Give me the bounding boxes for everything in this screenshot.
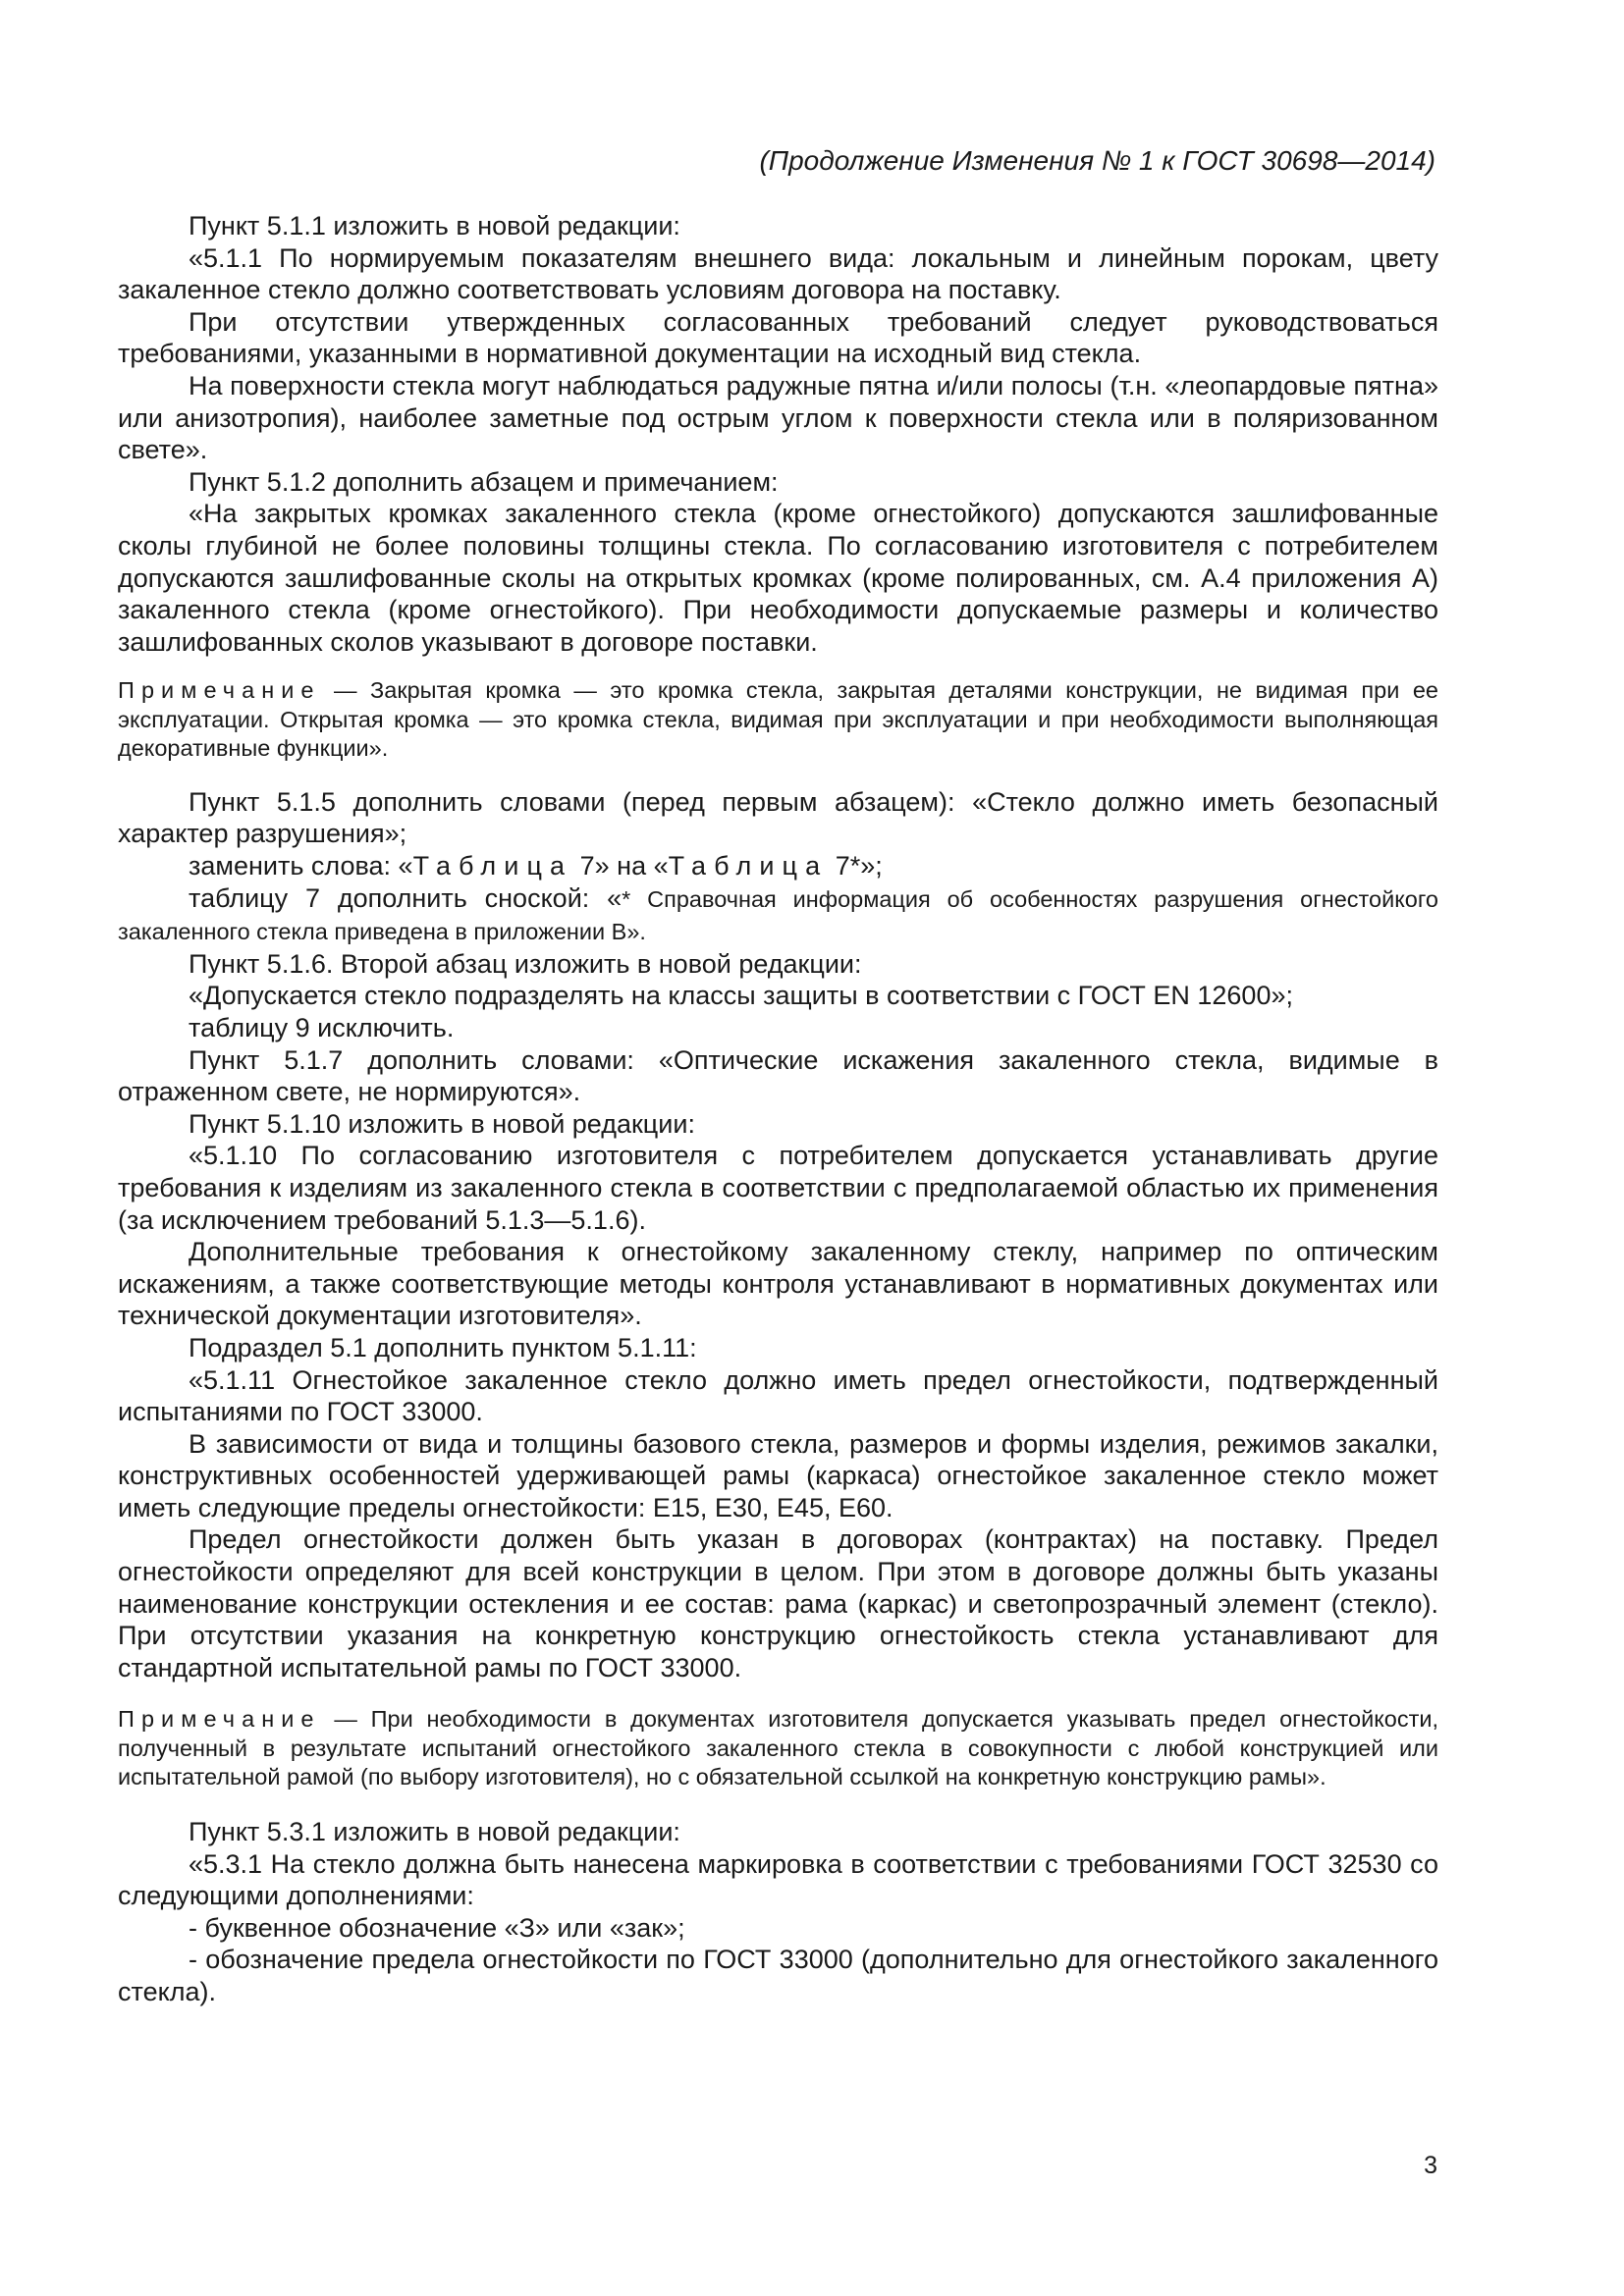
paragraph: Пункт 5.1.2 дополнить абзацем и примечанием:: [189, 466, 779, 497]
text-fragment: 7*»;: [828, 851, 883, 881]
paragraph: «На закрытых кромках закаленного стекла (кроме огнестойкого) допускаются зашлифованные сколы глубиной не более половины толщины стекла. По согласованию изготовителя с потребителем допускаются зашлифованные сколы на открытых кромках (кроме полированных, см. А.4 приложения А) закаленного стекла (кроме огнестойкого). При необходимости допускаемые размеры и количество зашлифованных сколов указывают в договоре поставки.: [118, 499, 1438, 657]
note-label: Примечание: [118, 677, 321, 704]
paragraph: «Допускается стекло подразделять на классы защиты в соответствии с ГОСТ EN 12600»;: [189, 981, 1293, 1011]
spaced-word: Таблица: [412, 851, 573, 881]
note-label: Примечание: [118, 1706, 321, 1733]
paragraph: На поверхности стекла могут наблюдаться радужные пятна и/или полосы (т.н. «леопардовые пятна» или анизотропия), наиболее заметные под острым углом к поверхности стекла или в поляризованном свете».: [118, 370, 1438, 465]
paragraph: - буквенное обозначение «З» или «зак»;: [189, 1912, 685, 1943]
document-body: [118, 210, 1438, 2008]
paragraph: Подраздел 5.1 дополнить пунктом 5.1.11:: [189, 1332, 697, 1362]
note: [118, 1705, 1438, 1792]
text-fragment: заменить слова: «: [189, 851, 413, 881]
paragraph: Предел огнестойкости должен быть указан в договорах (контрактах) на поставку. Предел огнестойкости определяют для всей конструкции в целом. При этом в договоре должны быть указаны наименование конструкции остекления и ее состав: рама (каркас) и светопрозрачный элемент (стекло). При отсутствии указания на конкретную конструкцию огнестойкость стекла устанавливают для стандартной испытательной рамы по ГОСТ 33000.: [118, 1524, 1438, 1682]
paragraph: Пункт 5.1.7 дополнить словами: «Оптические искажения закаленного стекла, видимые в отраженном свете, не нормируются».: [118, 1044, 1438, 1107]
paragraph: «5.1.10 По согласованию изготовителя с потребителем допускается устанавливать другие требования к изделиям из закаленного стекла в соответствии с предполагаемой областью их применения (за исключением требований 5.1.3—5.1.6).: [118, 1141, 1438, 1235]
replace-words-line: [118, 850, 1438, 882]
footnote-text: * Справочная информация об особенностях разрушения огнестойкого закаленного стекла приведена в приложении В».: [118, 885, 1438, 945]
paragraph: «5.3.1 На стекло должна быть нанесена маркировка в соответствии с требованиями ГОСТ 32530 со следующими дополнениями:: [118, 1848, 1438, 1911]
note-text: — При необходимости в документах изготовителя допускается указывать предел огнестойкости, полученный в результате испытаний огнестойкого закаленного стекла в совокупности с любой конструкцией или испытательной рамой (по выбору изготовителя), но с обязательной ссылкой на конкретную конструкцию рамы».: [118, 1706, 1438, 1790]
paragraph: - обозначение предела огнестойкости по ГОСТ 33000 (дополнительно для огнестойкого закаленного стекла).: [118, 1945, 1438, 2006]
paragraph: Дополнительные требования к огнестойкому закаленному стеклу, например по оптическим искажениям, а также соответствующие методы контроля устанавливают в нормативных документах или технической документации изготовителя».: [118, 1237, 1438, 1331]
paragraph: В зависимости от вида и толщины базового стекла, размеров и формы изделия, режимов закалки, конструктивных особенностей удерживающей рамы (каркаса) огнестойкое закаленное стекло может иметь следующие пределы огнестойкости: Е15, Е30, Е45, Е60.: [118, 1428, 1438, 1522]
page-number: 3: [1424, 2152, 1437, 2179]
paragraph: Пункт 5.3.1 изложить в новой редакции:: [189, 1816, 680, 1846]
spaced-word: Таблица: [668, 851, 829, 881]
paragraph: Пункт 5.1.5 дополнить словами (перед первым абзацем): «Стекло должно иметь безопасный характер разрушения»;: [118, 786, 1438, 849]
paragraph: Пункт 5.1.1 изложить в новой редакции:: [189, 211, 680, 240]
paragraph: «5.1.1 По нормируемым показателям внешнего вида: локальным и линейным порокам, цвету закаленное стекло должно соответствовать условиям договора на поставку.: [118, 242, 1438, 305]
paragraph: «5.1.11 Огнестойкое закаленное стекло должно иметь предел огнестойкости, подтвержденный испытаниями по ГОСТ 33000.: [118, 1364, 1438, 1427]
text-fragment: 7» на «: [572, 851, 669, 881]
note-text: — Закрытая кромка — это кромка стекла, закрытая деталями конструкции, не видимая при ее эксплуатации. Открытая кромка — это кромка стекла, видимая при эксплуатации и при необходимости выполняющая декоративные функции».: [118, 677, 1438, 762]
paragraph: При отсутствии утвержденных согласованных требований следует руководствоваться требованиями, указанными в нормативной документации на исходный вид стекла.: [118, 306, 1438, 369]
footnote-line: [118, 882, 1438, 948]
note: [118, 676, 1438, 764]
paragraph: Пункт 5.1.10 изложить в новой редакции:: [189, 1108, 695, 1139]
continuation-header: (Продолжение Изменения № 1 к ГОСТ 30698—2014): [759, 145, 1435, 176]
paragraph: таблицу 9 исключить.: [189, 1012, 455, 1042]
paragraph: Пункт 5.1.6. Второй абзац изложить в новой редакции:: [189, 948, 862, 979]
text-fragment: таблицу 7 дополнить сноской: «: [189, 882, 623, 913]
